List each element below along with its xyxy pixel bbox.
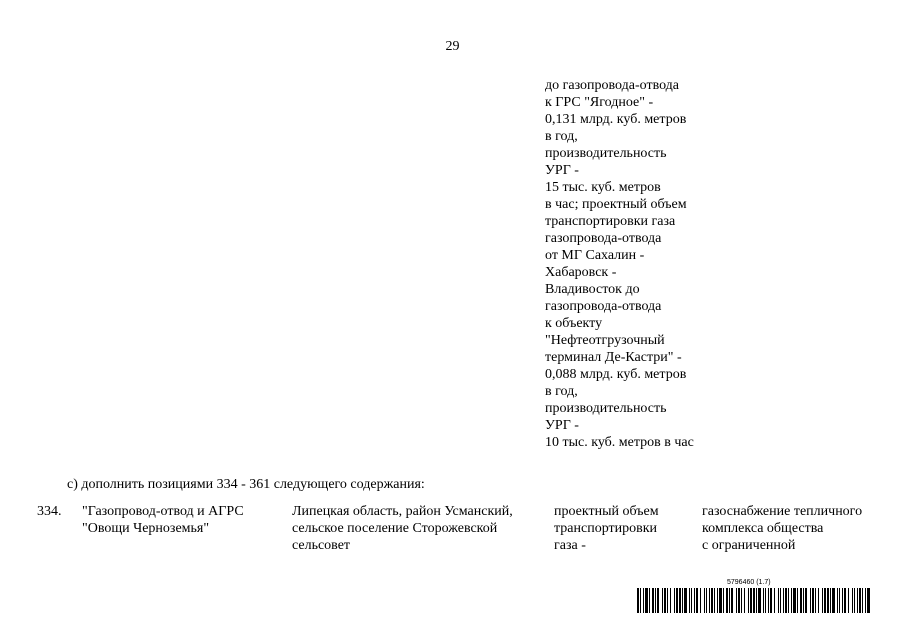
object-name-line: "Овощи Черноземья" (82, 521, 210, 536)
intro-text: с) дополнить позициями 334 - 361 следующего содержания: (67, 477, 425, 492)
continuation-line: в год, (545, 384, 578, 399)
object-location-line: Липецкая область, район Усманский, (292, 504, 513, 519)
continuation-line: Хабаровск - (545, 265, 617, 280)
continuation-line: транспортировки газа (545, 214, 676, 229)
continuation-line: 0,088 млрд. куб. метров (545, 367, 687, 382)
barcode-code: 5796460 (1.7) (727, 579, 771, 586)
continuation-line: газопровода-отвода (545, 231, 662, 246)
object-location-line: сельское поселение Сторожевской (292, 521, 498, 536)
barcode-bars (637, 588, 870, 613)
continuation-line: до газопровода-отвода (545, 78, 680, 93)
object-location (292, 503, 513, 554)
continuation-line: УРГ - (545, 418, 579, 433)
continuation-line: в год, (545, 129, 578, 144)
gas-supply-purpose-line: комплекса общества (702, 521, 824, 536)
continuation-line: "Нефтеотгрузочный (545, 333, 665, 348)
continuation-line: к ГРС "Ягодное" - (545, 95, 654, 110)
continuation-line: 0,131 млрд. куб. метров (545, 112, 687, 127)
continuation-line: производительность (545, 401, 667, 416)
transport-volume (554, 503, 659, 554)
page-number: 29 (445, 39, 460, 54)
continuation-line: газопровода-отвода (545, 299, 662, 314)
transport-volume-line: проектный объем (554, 504, 659, 519)
transport-volume-line: транспортировки (554, 521, 658, 536)
object-name-line: "Газопровод-отвод и АГРС (82, 504, 244, 519)
continuation-line: в час; проектный объем (545, 197, 687, 212)
barcode (637, 579, 870, 613)
object-location-line: сельсовет (292, 538, 351, 553)
transport-volume-line: газа - (554, 538, 586, 553)
continuation-line: терминал Де-Кастри" - (545, 350, 682, 365)
continuation-line: от МГ Сахалин - (545, 248, 645, 263)
gas-supply-purpose-line: с ограниченной (702, 538, 796, 553)
continuation-text (545, 77, 694, 451)
continuation-line: Владивосток до (545, 282, 640, 297)
position-number: 334. (37, 504, 62, 519)
gas-supply-purpose-line: газоснабжение тепличного (702, 504, 863, 519)
continuation-line: 10 тыс. куб. метров в час (545, 435, 694, 450)
object-name (82, 503, 244, 537)
gas-supply-purpose (702, 503, 862, 554)
continuation-line: УРГ - (545, 163, 579, 178)
continuation-line: производительность (545, 146, 667, 161)
continuation-line: к объекту (545, 316, 603, 331)
table-row (0, 503, 905, 563)
continuation-line: 15 тыс. куб. метров (545, 180, 661, 195)
